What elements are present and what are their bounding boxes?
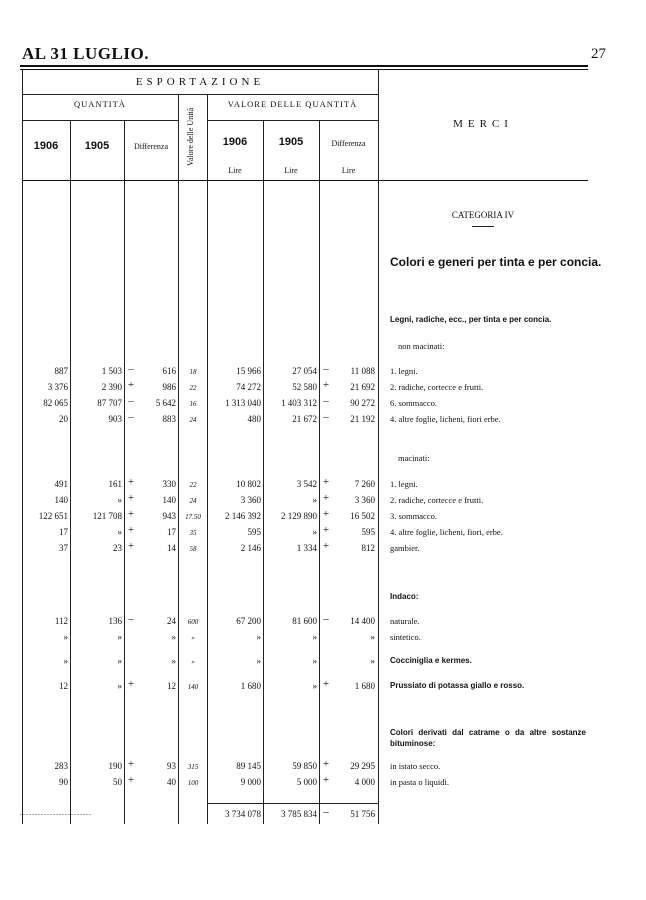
- cell-valore-sign: +: [322, 476, 330, 488]
- cell-valore-sign: +: [322, 524, 330, 536]
- cell-quantita-1905: 23: [113, 543, 122, 553]
- cell-valore-1906: 67 200: [236, 616, 261, 626]
- cell-valore-1905: »: [312, 681, 317, 691]
- cell-quantita-sign: +: [127, 774, 135, 786]
- cell-valore-1905: 1 334: [296, 543, 317, 553]
- cell-quantita-1905: 903: [108, 414, 122, 424]
- cell-merce: 4. altre foglie, licheni, fiori, erbe.: [390, 527, 503, 537]
- header-lire-differenza: Lire: [341, 166, 356, 175]
- header-quantita: QUANTITÀ: [74, 99, 126, 109]
- total-valore-1905: 3 785 834: [281, 809, 317, 819]
- cell-valore-sign: +: [322, 508, 330, 520]
- cell-valore-1906: »: [256, 656, 261, 666]
- top-rule: [20, 65, 588, 67]
- cell-merce: Cocciniglia e kermes.: [390, 656, 472, 665]
- header-lire-1905: Lire: [284, 166, 298, 175]
- cell-quantita-differenza: 93: [167, 761, 176, 771]
- cell-quantita-differenza: 616: [162, 366, 176, 376]
- cell-valore-unita: 24: [189, 416, 197, 424]
- cell-merce: 1. legni.: [390, 366, 418, 376]
- cell-quantita-1905: 190: [108, 761, 122, 771]
- cell-quantita-differenza: 12: [167, 681, 176, 691]
- cell-valore-unita: 22: [189, 384, 197, 392]
- cell-valore-1906: »: [256, 632, 261, 642]
- cell-merce: 6. sommacco.: [390, 398, 437, 408]
- cell-merce: non macinati:: [398, 341, 445, 351]
- cell-valore-1905: 52 580: [292, 382, 317, 392]
- header-valore-unita: Valore delle Unità: [186, 107, 195, 167]
- header-valore-quantita: VALORE DELLE QUANTITÀ: [227, 99, 358, 109]
- header-q-1905: 1905: [84, 140, 110, 152]
- cell-quantita-sign: +: [127, 476, 135, 488]
- cell-valore-differenza: 3 360: [354, 495, 375, 505]
- cell-valore-differenza: 4 000: [354, 777, 375, 787]
- cell-valore-differenza: 16 502: [350, 511, 375, 521]
- cell-quantita-differenza: 17: [167, 527, 176, 537]
- cell-quantita-1905: 136: [108, 616, 122, 626]
- cell-merce: 2. radiche, cortecce e frutti.: [390, 495, 484, 505]
- cell-valore-1905: »: [312, 656, 317, 666]
- cell-valore-sign: –: [323, 613, 329, 625]
- cell-quantita-sign: +: [127, 678, 135, 690]
- section-esportazione: ESPORTAZIONE: [135, 76, 265, 88]
- cell-valore-differenza: 1 680: [354, 681, 375, 691]
- cell-merce: Legni, radiche, ecc., per tinta e per concia.: [390, 315, 552, 324]
- cell-valore-differenza: »: [370, 656, 375, 666]
- cell-merce: sintetico.: [390, 632, 421, 642]
- cell-valore-1905: 5 000: [296, 777, 317, 787]
- cell-valore-sign: +: [322, 758, 330, 770]
- cell-quantita-1905: »: [117, 527, 122, 537]
- cell-quantita-sign: +: [127, 508, 135, 520]
- cell-valore-unita: 17.50: [185, 513, 201, 521]
- cell-valore-differenza: 29 295: [350, 761, 375, 771]
- cell-merce: gambier.: [390, 543, 420, 553]
- cell-quantita-sign: +: [127, 524, 135, 536]
- cell-valore-sign: +: [322, 774, 330, 786]
- cell-quantita-1906: 887: [54, 366, 68, 376]
- cell-quantita-differenza: 40: [167, 777, 176, 787]
- cell-quantita-sign: –: [128, 411, 134, 423]
- cell-valore-1906: 15 966: [236, 366, 261, 376]
- cell-quantita-differenza: 5 642: [155, 398, 176, 408]
- cell-quantita-sign: +: [127, 540, 135, 552]
- cell-valore-1905: 21 672: [292, 414, 317, 424]
- cell-valore-differenza: 90 272: [350, 398, 375, 408]
- cell-merce: 4. altre foglie, licheni, fiori erbe.: [390, 414, 501, 424]
- cell-valore-unita: 100: [187, 779, 199, 787]
- totals-dots: ........................: [20, 808, 92, 817]
- cell-quantita-differenza: 330: [162, 479, 176, 489]
- cell-valore-1906: 2 146: [240, 543, 261, 553]
- cell-quantita-1906: 12: [59, 681, 68, 691]
- cell-valore-unita: 18: [189, 368, 197, 376]
- cell-quantita-differenza: »: [171, 632, 176, 642]
- cell-quantita-differenza: 14: [167, 543, 176, 553]
- cell-valore-1906: 1 680: [240, 681, 261, 691]
- cell-valore-unita: »: [191, 658, 195, 666]
- cell-valore-1906: 480: [247, 414, 261, 424]
- cell-merce: 2. radiche, cortecce e frutti.: [390, 382, 484, 392]
- cell-quantita-differenza: 883: [162, 414, 176, 424]
- cell-quantita-differenza: 140: [162, 495, 176, 505]
- cell-valore-unita: 58: [189, 545, 197, 553]
- cell-quantita-1905: 87 707: [97, 398, 122, 408]
- page-title: AL 31 LUGLIO.: [22, 44, 149, 63]
- category-title: CATEGORIA IV: [451, 210, 515, 220]
- cell-merce: Prussiato di potassa giallo e rosso.: [390, 681, 525, 690]
- cell-valore-1906: 74 272: [236, 382, 261, 392]
- cell-valore-1905: 1 403 312: [281, 398, 317, 408]
- cell-valore-unita: »: [191, 634, 195, 642]
- cell-quantita-1905: 1 503: [101, 366, 122, 376]
- cell-quantita-1905: 50: [113, 777, 122, 787]
- cell-quantita-1906: 122 651: [38, 511, 68, 521]
- cell-valore-sign: +: [322, 379, 330, 391]
- cell-quantita-1906: 82 065: [43, 398, 68, 408]
- cell-valore-unita: 22: [189, 481, 197, 489]
- cell-quantita-1906: 491: [54, 479, 68, 489]
- cell-valore-differenza: 21 192: [350, 414, 375, 424]
- cell-valore-1905: »: [312, 632, 317, 642]
- group-title: Colori e generi per tinta e per concia.: [390, 255, 602, 269]
- cell-valore-1906: 89 145: [236, 761, 261, 771]
- top-rule-thin: [20, 69, 588, 70]
- cell-quantita-1905: 2 390: [101, 382, 122, 392]
- cell-quantita-1906: 90: [59, 777, 68, 787]
- cell-valore-1906: 595: [247, 527, 261, 537]
- cell-quantita-1906: 112: [54, 616, 68, 626]
- cell-valore-1906: 10 802: [236, 479, 261, 489]
- cell-quantita-1905: »: [117, 681, 122, 691]
- total-differenza: 51 756: [350, 809, 375, 819]
- header-merci: MERCI: [453, 118, 513, 130]
- cell-quantita-differenza: 24: [167, 616, 176, 626]
- page-number: 27: [591, 46, 606, 62]
- cell-quantita-differenza: 986: [162, 382, 176, 392]
- cell-quantita-differenza: »: [171, 656, 176, 666]
- cell-valore-1905: 2 129 890: [281, 511, 317, 521]
- cell-valore-1906: 2 146 392: [225, 511, 261, 521]
- cell-valore-unita: 24: [189, 497, 197, 505]
- cell-quantita-sign: –: [128, 613, 134, 625]
- cell-merce: macinati:: [398, 453, 430, 463]
- cell-quantita-differenza: 943: [162, 511, 176, 521]
- cell-quantita-1905: »: [117, 495, 122, 505]
- total-valore-1906: 3 734 078: [225, 809, 261, 819]
- cell-valore-1905: »: [312, 495, 317, 505]
- cell-valore-1906: 1 313 040: [225, 398, 261, 408]
- cell-merce: 1. legni.: [390, 479, 418, 489]
- cell-valore-sign: +: [322, 492, 330, 504]
- cell-valore-unita: 35: [189, 529, 197, 537]
- cell-valore-1906: 9 000: [240, 777, 261, 787]
- cell-valore-1905: »: [312, 527, 317, 537]
- cell-quantita-1905: »: [117, 632, 122, 642]
- header-lire-1906: Lire: [228, 166, 242, 175]
- cell-quantita-sign: +: [127, 492, 135, 504]
- cell-quantita-1906: 3 376: [47, 382, 68, 392]
- cell-valore-differenza: 7 260: [354, 479, 375, 489]
- cell-valore-differenza: 14 400: [350, 616, 375, 626]
- cell-valore-sign: –: [323, 363, 329, 375]
- cell-merce: in istato secco.: [390, 761, 441, 771]
- header-v-1905: 1905: [278, 136, 304, 148]
- cell-quantita-1906: 20: [59, 414, 68, 424]
- cell-valore-differenza: »: [370, 632, 375, 642]
- cell-valore-sign: +: [322, 678, 330, 690]
- cell-valore-1905: 3 542: [296, 479, 317, 489]
- cell-valore-sign: +: [322, 540, 330, 552]
- header-v-differenza: Differenza: [331, 139, 366, 148]
- cell-valore-differenza: 11 088: [350, 366, 375, 376]
- header-q-1906: 1906: [33, 140, 59, 152]
- cell-valore-1905: 59 850: [292, 761, 317, 771]
- cell-quantita-1905: »: [117, 656, 122, 666]
- cell-valore-1905: 27 054: [292, 366, 317, 376]
- cell-valore-unita: 140: [187, 683, 199, 691]
- cell-merce: Indaco:: [390, 592, 419, 601]
- cell-merce: in pasta o liquidi.: [390, 777, 450, 787]
- cell-quantita-1906: »: [63, 656, 68, 666]
- cell-valore-unita: 315: [187, 763, 199, 771]
- cell-quantita-1905: 161: [108, 479, 122, 489]
- cell-quantita-sign: +: [127, 379, 135, 391]
- cell-quantita-1905: 121 708: [92, 511, 122, 521]
- cell-valore-differenza: 595: [361, 527, 375, 537]
- cell-merce: naturale.: [390, 616, 420, 626]
- header-v-1906: 1906: [222, 136, 248, 148]
- cell-merce: Colori derivati dal catrame o da altre sostanze bituminose:: [390, 728, 586, 748]
- cell-valore-sign: –: [323, 395, 329, 407]
- cell-valore-1906: 3 360: [240, 495, 261, 505]
- cell-quantita-sign: –: [128, 363, 134, 375]
- cell-valore-unita: 16: [189, 400, 197, 408]
- cell-valore-unita: 600: [187, 618, 199, 626]
- cell-quantita-1906: 37: [59, 543, 68, 553]
- cell-valore-differenza: 21 692: [350, 382, 375, 392]
- cell-quantita-1906: 140: [54, 495, 68, 505]
- cell-valore-sign: –: [323, 411, 329, 423]
- cell-quantita-sign: +: [127, 758, 135, 770]
- cell-quantita-1906: 17: [59, 527, 68, 537]
- header-q-differenza: Differenza: [133, 142, 169, 151]
- cell-valore-differenza: 812: [361, 543, 375, 553]
- cell-merce: 3. sommacco.: [390, 511, 437, 521]
- cell-quantita-sign: –: [128, 395, 134, 407]
- cell-quantita-1906: »: [63, 632, 68, 642]
- cell-valore-1905: 81 600: [292, 616, 317, 626]
- total-sign: –: [323, 806, 329, 818]
- cell-quantita-1906: 283: [54, 761, 68, 771]
